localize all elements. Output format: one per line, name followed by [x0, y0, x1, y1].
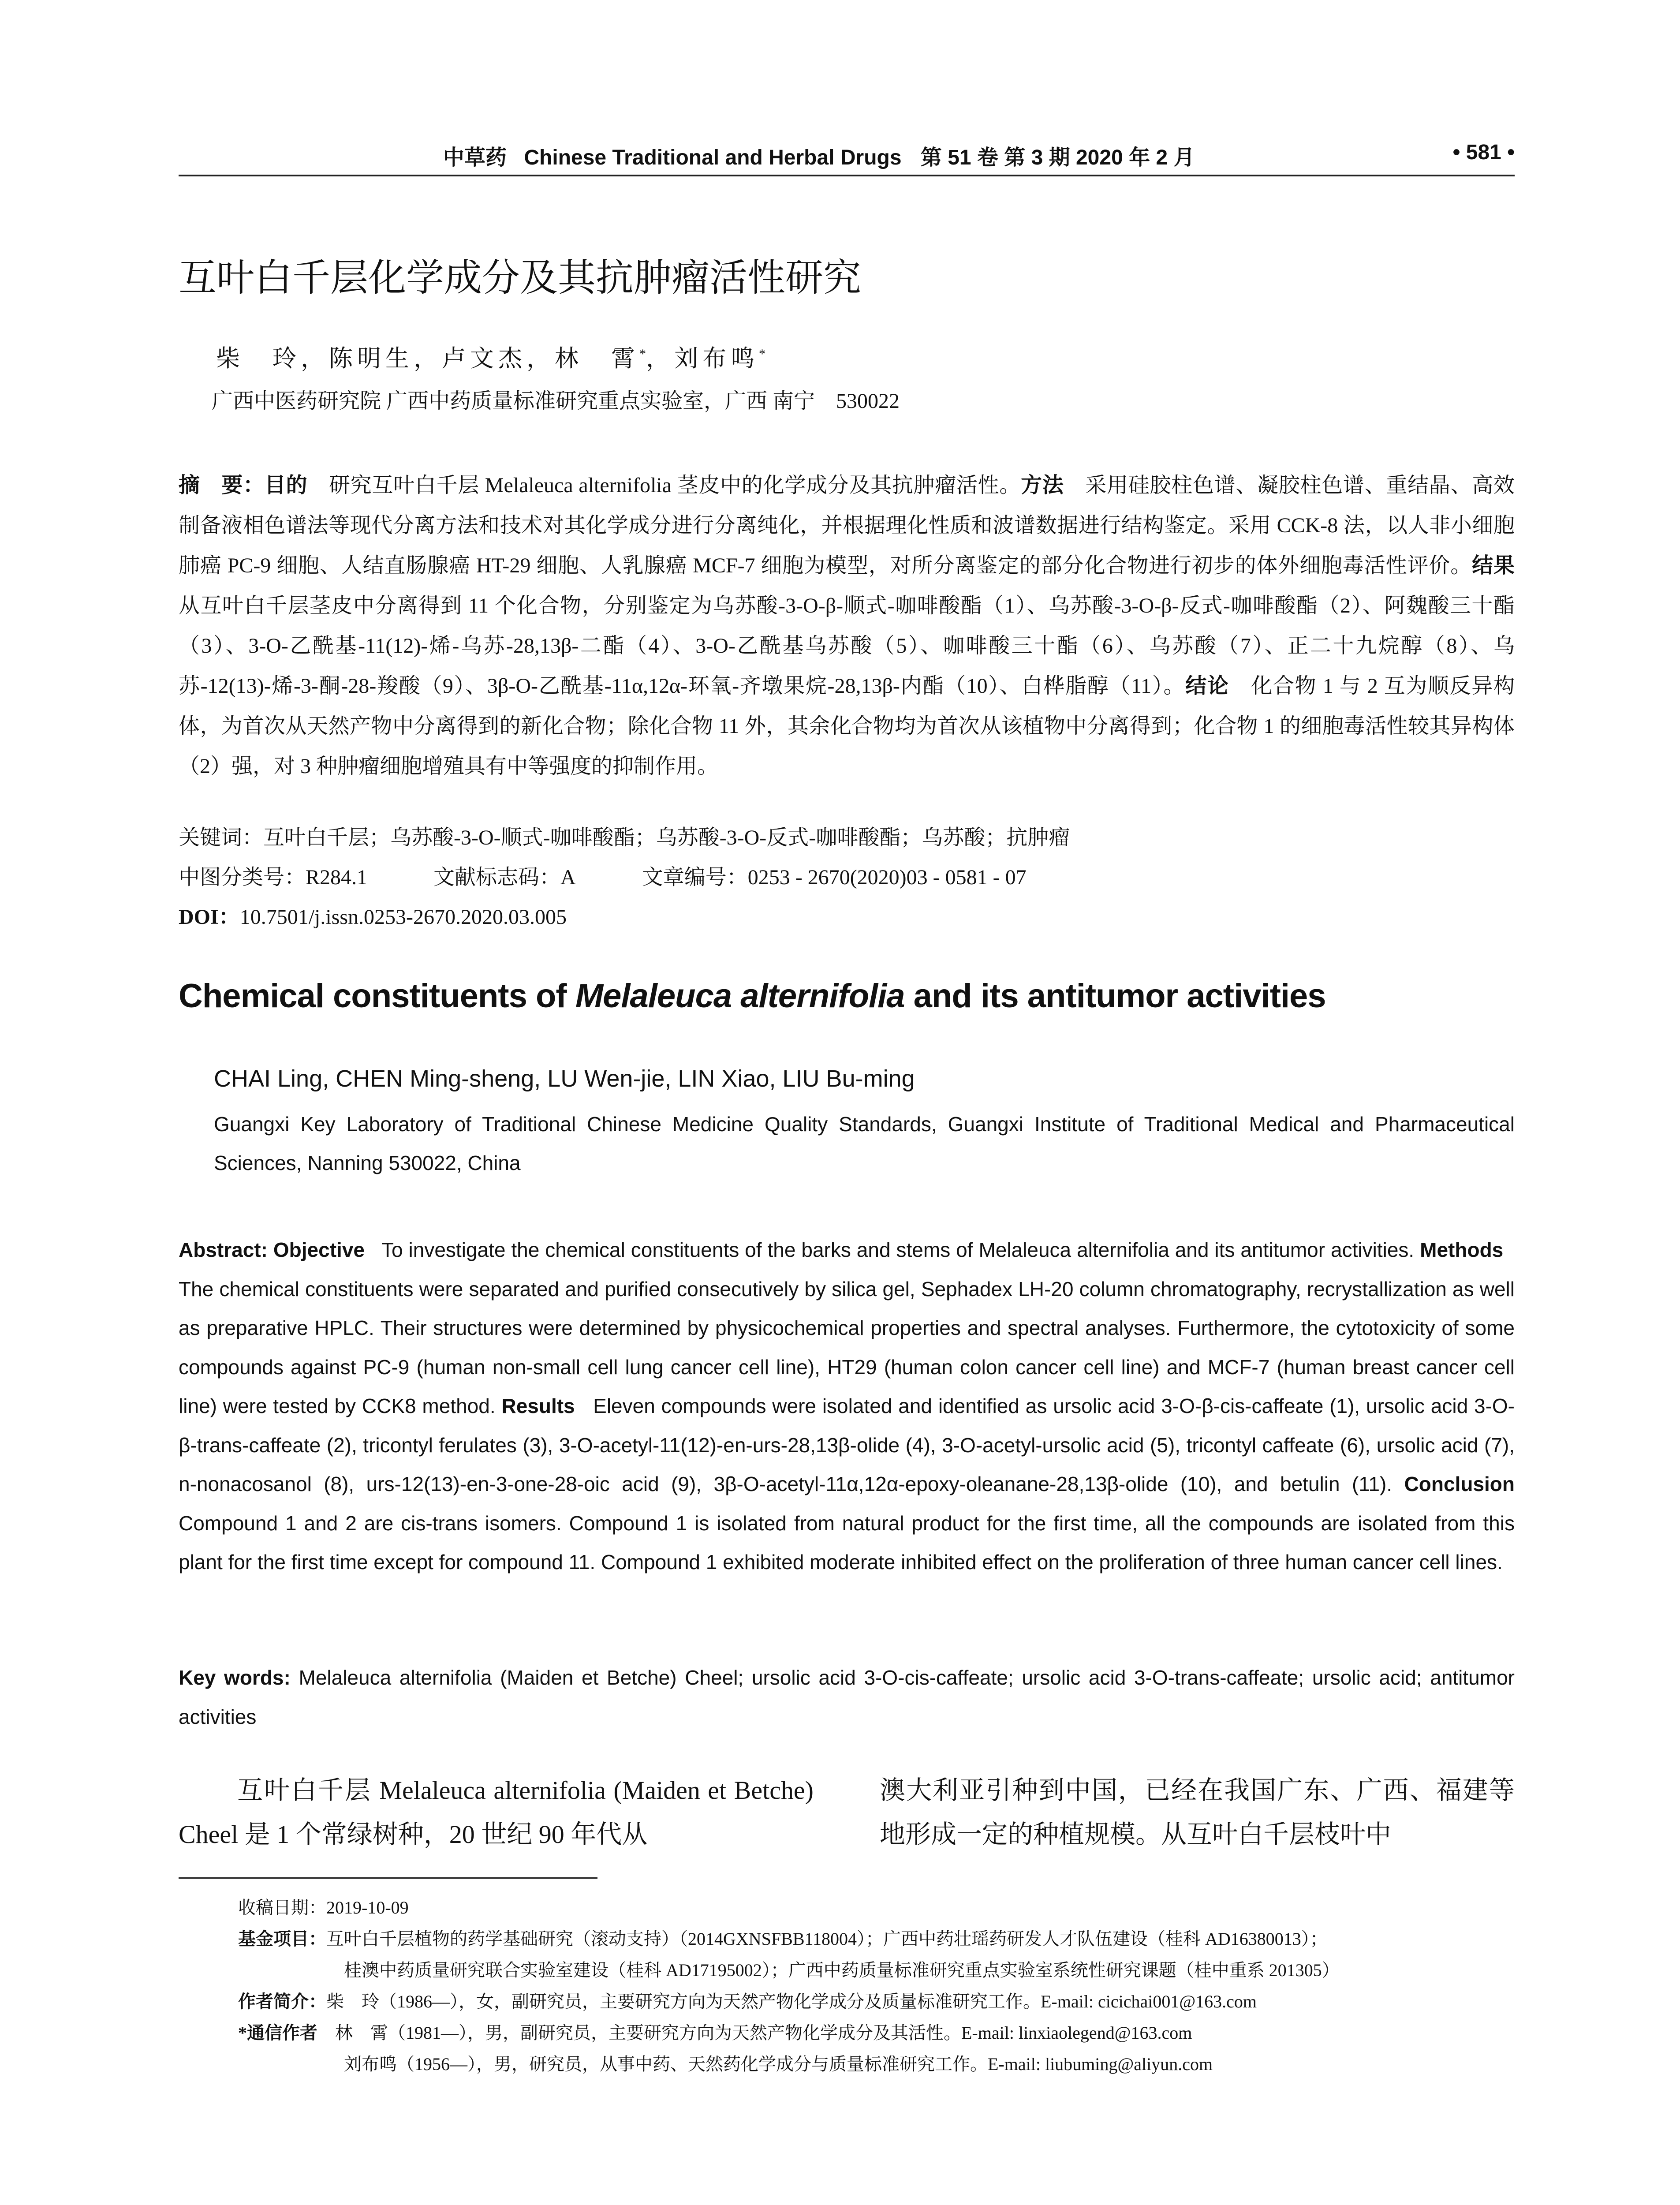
cn-results: 从互叶白千层茎皮中分离得到 11 个化合物，分别鉴定为乌苏酸-3-O-β-顺式-咖啡酸酯（1）、乌苏酸-3-O-β-反式-咖啡酸酯（2）、阿魏酸三十酯（3）、3-O-乙酰基-11(12)-烯-乌苏-28,13β-二酯（4）、3-O-乙酰基乌苏酸（5）、咖啡酸三十酯（6）、乌苏酸（7）、正二十九烷醇（8）、乌苏-12(13)-烯-3-酮-28-羧酸（9）、3β-O-乙酰基-11α,12α-环氧-齐墩果烷-28,13β-内酯（10）、白桦脂醇（11）。: [179, 594, 1515, 698]
cn-authors: [216, 340, 765, 374]
fund-line-2: 桂澳中药质量研究联合实验室建设（桂科 AD17195002）；广西中药质量标准研究重点实验室系统性研究课题（桂中重系 201305）: [344, 1960, 1340, 1980]
author-bio-label: 作者简介：: [238, 1992, 326, 2011]
header-rule: [179, 175, 1515, 176]
en-keywords-label: Key words:: [179, 1666, 291, 1689]
en-keywords: [179, 1658, 1515, 1736]
en-title-species: Melaleuca alternifolia: [575, 977, 905, 1015]
en-methods: The chemical constituents were separated and purified consecutively by silica gel, Sephadex LH-20 column chromatography, recrystallization as well as preparative HPLC. Their structures were determined by physicochemical properties and spectral analyses. Furthermore, the cytotoxicity of some compounds against PC-9 (human non-small cell lung cancer cell line), HT29 (human colon cancer cell line) and MCF-7 (human breast cancer cell line) were tested by CCK8 method.: [179, 1277, 1515, 1417]
author-bio-line: [238, 1986, 1517, 2017]
cn-affiliation: 广西中医药研究院 广西中药质量标准研究重点实验室，广西 南宁 530022: [212, 389, 900, 413]
body-column-right: 澳大利亚引种到中国，已经在我国广东、广西、福建等地形成一定的种植规模。从互叶白千层枝叶中: [880, 1776, 1515, 1849]
doi-line: [179, 900, 567, 930]
page-number: • 581 •: [1452, 141, 1515, 164]
footnotes: [238, 1892, 1517, 2080]
en-conclusion: Compound 1 and 2 are cis-trans isomers. Compound 1 is isolated from natural product for the first time, all the compounds are isolated from this plant for the first time except for compound 11. Compound 1 exhibited moderate inhibited effect on the proliferation of three human cancer cell lines.: [179, 1511, 1515, 1573]
running-header: [179, 140, 1515, 176]
journal-line: [443, 140, 1195, 171]
cn-author-last: ，刘布鸣: [646, 345, 759, 372]
en-keywords-text: Melaleuca alternifolia (Maiden et Betche) Cheel; ursolic acid 3-O-cis-caffeate; ursolic acid 3-O-trans-caffeate; ursolic acid; antitumor activities: [179, 1666, 1515, 1728]
cn-methods: 采用硅胶柱色谱、凝胶柱色谱、重结晶、高效制备液相色谱法等现代分离方法和技术对其化学成分进行分离纯化，并根据理化性质和波谱数据进行结构鉴定。采用 CCK-8 法，以人非小细胞肺癌 PC-9 细胞、人结直肠腺癌 HT-29 细胞、人乳腺癌 MCF-7 细胞为模型，对所分离鉴定的部分化合物进行初步的体外细胞毒活性评价。: [179, 474, 1515, 577]
cn-conclusion-label: 结论: [1185, 674, 1229, 698]
corresponding-line-1: [238, 2017, 1517, 2048]
cn-author-list: 柴 玲，陈明生，卢文杰，林 霄: [216, 345, 639, 372]
footnote-rule: [179, 1877, 597, 1879]
corresponding-line-2: 刘布鸣（1956—），男，研究员，从事中药、天然药化学成分与质量标准研究工作。E-mail: liubuming@aliyun.com: [344, 2054, 1213, 2074]
cn-abstract: [179, 465, 1515, 786]
cn-title: 互叶白千层化学成分及其抗肿瘤活性研究: [179, 256, 861, 300]
cn-objective-label: 目的: [264, 474, 308, 497]
clc-number: 中图分类号：R284.1: [179, 866, 368, 889]
fund-text-1: 互叶白千层植物的药学基础研究（滚动支持）（2014GXNSFBB118004）；广西中药壮瑶药研发人才队伍建设（桂科 AD16380013）；: [326, 1929, 1328, 1949]
cn-abstract-label: 摘 要：: [179, 474, 265, 497]
cn-results-label: 结果: [1472, 554, 1515, 577]
doi-label: DOI：: [179, 905, 240, 929]
en-conclusion-label: Conclusion: [1404, 1472, 1515, 1495]
journal-cn-name: 中草药: [443, 146, 507, 169]
corresponding-mark: *: [759, 347, 765, 361]
en-abstract: [179, 1230, 1515, 1582]
cn-methods-label: 方法: [1021, 474, 1064, 497]
doi-link[interactable]: 10.7501/j.issn.0253-2670.2020.03.005: [239, 905, 567, 929]
corresponding-text-1: 林 霄（1981—），男，副研究员，主要研究方向为天然产物化学成分及其活性。E-mail: linxiaolegend@163.com: [335, 2023, 1192, 2043]
classification-line: [179, 860, 1093, 890]
en-title-part-b: and its antitumor activities: [904, 977, 1326, 1015]
en-results-label: Results: [501, 1394, 575, 1417]
received-date: 收稿日期：2019-10-09: [238, 1898, 409, 1917]
corresponding-mark: *: [639, 347, 646, 361]
en-title: [179, 977, 1326, 1015]
document-code: 文献标志码：A: [433, 866, 576, 889]
en-methods-label: Methods: [1420, 1238, 1504, 1261]
journal-en-name: Chinese Traditional and Herbal Drugs: [524, 146, 902, 169]
fund-line-1: [238, 1923, 1517, 1955]
en-title-part-a: Chemical constituents of: [179, 977, 575, 1015]
en-objective-label: Objective: [273, 1238, 365, 1261]
article-number: 文章编号：0253 - 2670(2020)03 - 0581 - 07: [642, 866, 1027, 889]
corresponding-label: *通信作者: [238, 2023, 317, 2043]
journal-issue: 第 51 卷 第 3 期 2020 年 2 月: [920, 146, 1195, 169]
body-left-text: 互叶白千层 Melaleuca alternifolia (Maiden et Betche) Cheel 是 1 个常绿树种，20 世纪 90 年代从: [179, 1776, 814, 1849]
en-affiliation: Guangxi Key Laboratory of Traditional Chinese Medicine Quality Standards, Guangxi Institute of Traditional Medical and Pharmaceutical Sciences, Nanning 530022, China: [214, 1113, 1515, 1174]
en-results: Eleven compounds were isolated and identified as ursolic acid 3-O-β-cis-caffeate (1), ursolic acid 3-O-β-trans-caffeate (2), tricontyl ferulates (3), 3-O-acetyl-11(12)-en-urs-28,13β-olide (4), 3-O-acetyl-ursolic acid (5), tricontyl caffeate (6), ursolic acid (7), n-nonacosanol (8), urs-12(13)-en-3-one-28-oic acid (9), 3β-O-acetyl-11α,12α-epoxy-oleanane-28,13β-olide (10), and betulin (11).: [179, 1394, 1515, 1495]
author-bio-text: 柴 玲（1986—），女，副研究员，主要研究方向为天然产物化学成分及质量标准研究工作。E-mail: cicichai001@163.com: [326, 1992, 1257, 2011]
en-objective: To investigate the chemical constituents of the barks and stems of Melaleuca alternifolia and its antitumor activities.: [381, 1238, 1415, 1261]
en-authors: CHAI Ling, CHEN Ming-sheng, LU Wen-jie, LIN Xiao, LIU Bu-ming: [214, 1065, 915, 1092]
en-abstract-label: Abstract:: [179, 1238, 268, 1261]
fund-label: 基金项目：: [238, 1929, 326, 1949]
cn-objective: 研究互叶白千层 Melaleuca alternifolia 茎皮中的化学成分及其抗肿瘤活性。: [329, 474, 1021, 497]
cn-conclusion: 化合物 1 与 2 互为顺反异构体，为首次从天然产物中分离得到的新化合物；除化合物 11 外，其余化合物均为首次从该植物中分离得到；化合物 1 的细胞毒活性较其异构体（2）强，对 3 种肿瘤细胞增殖具有中等强度的抑制作用。: [179, 674, 1515, 778]
body-column-left: [179, 1768, 814, 1857]
cn-keywords: 关键词：互叶白千层；乌苏酸-3-O-顺式-咖啡酸酯；乌苏酸-3-O-反式-咖啡酸酯；乌苏酸；抗肿瘤: [179, 826, 1070, 849]
